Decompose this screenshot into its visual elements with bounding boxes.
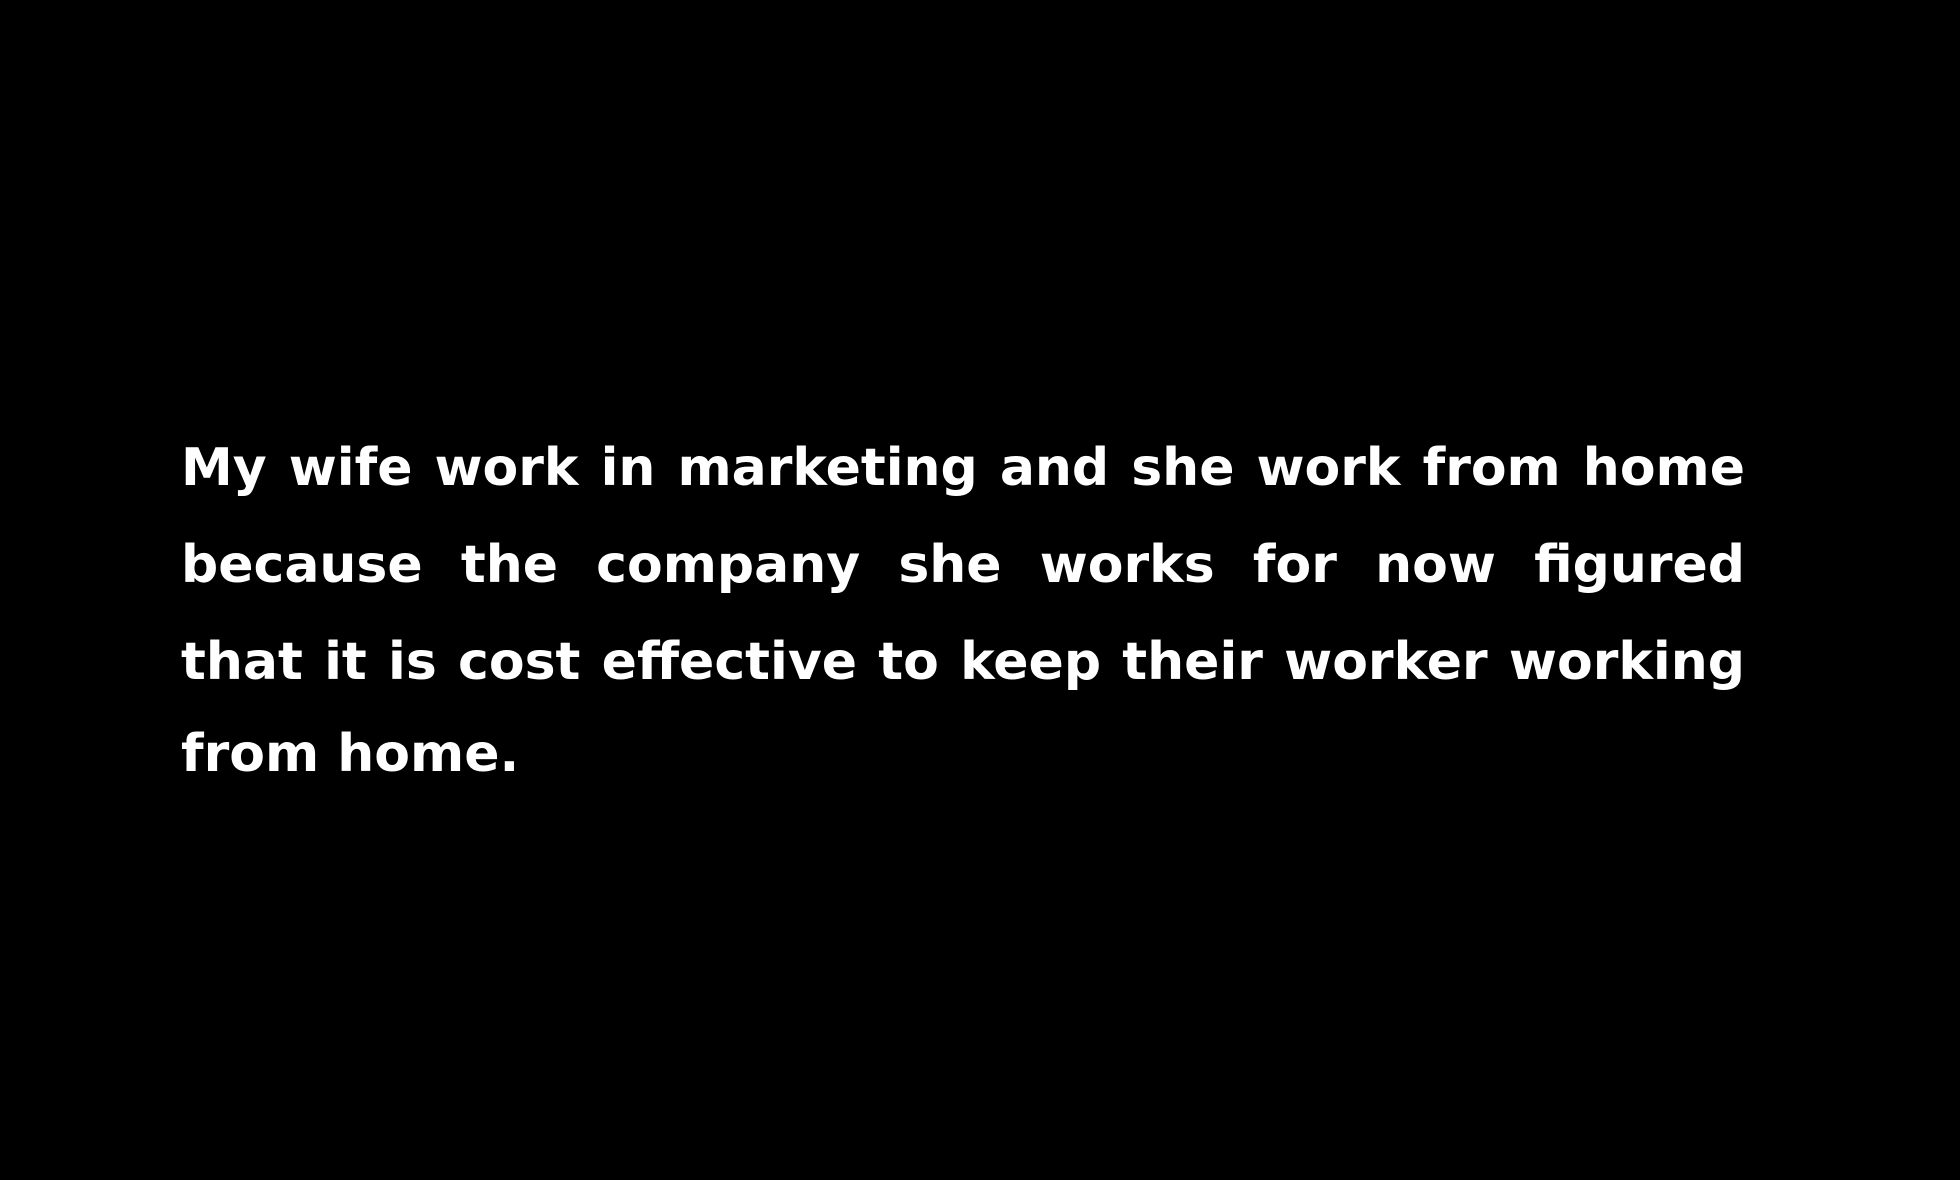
caption-line-1: My wife work in marketing and she work from home — [181, 438, 1745, 498]
caption-text — [181, 420, 1745, 797]
caption-line-2: because the company she works for now figured — [181, 535, 1745, 595]
caption-line-4: from home. — [181, 724, 520, 784]
caption-line-3: that it is cost effective to keep their worker working — [181, 632, 1745, 692]
